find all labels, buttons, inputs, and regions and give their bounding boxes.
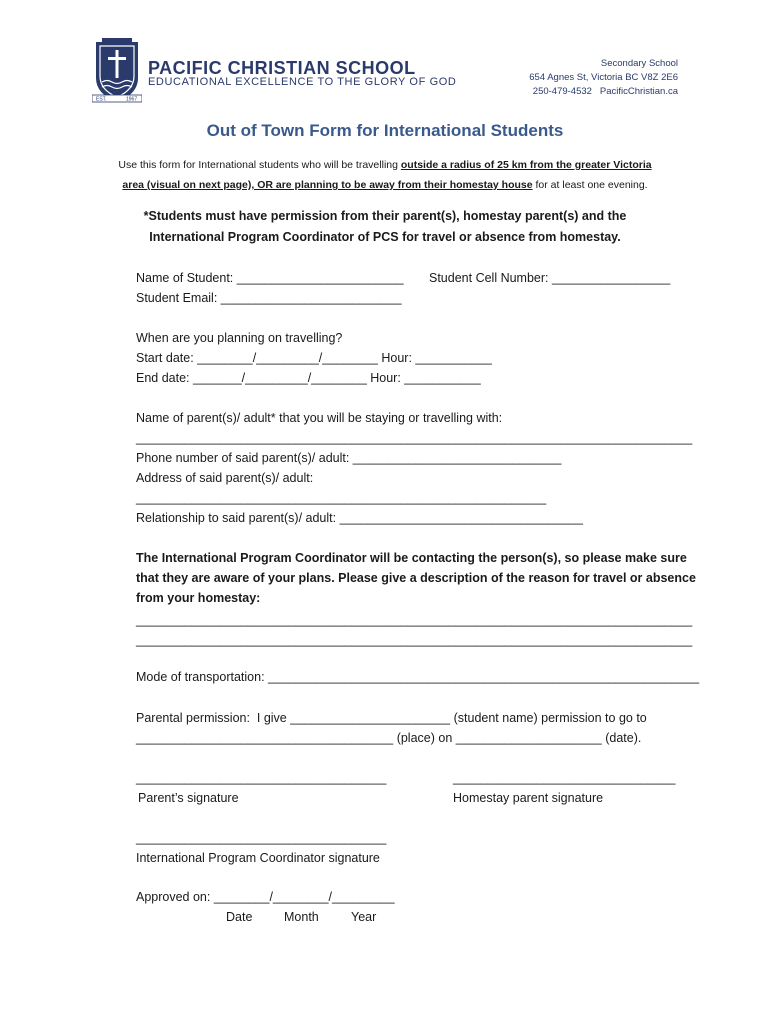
description-field-line-2[interactable]: ________________________________________________________________________________ [136, 633, 693, 647]
intro-radius-emphasis: outside a radius of 25 km from the greater Victoria [400, 159, 652, 171]
school-name: PACIFIC CHRISTIAN SCHOOL [148, 58, 416, 78]
approved-on-field[interactable]: Approved on: ________/________/_________ [136, 890, 395, 904]
permission-note-line-2: International Program Coordinator of PCS for travel or absence from homestay. [149, 230, 621, 244]
parent-address-field[interactable]: ___________________________________________________________ [136, 491, 547, 505]
transportation-field[interactable]: Mode of transportation: ______________________________________________________________ [136, 670, 700, 684]
address-line-1: Secondary School [600, 58, 678, 69]
end-date-field[interactable]: End date: _______/_________/________ Hour: ___________ [136, 371, 481, 385]
coordinator-note-line-3: from your homestay: [136, 591, 261, 605]
approval-date-label: Date [226, 910, 253, 924]
coordinator-signature-line[interactable]: ____________________________________ [136, 831, 387, 845]
address-line-2: 654 Agnes St, Victoria BC V8Z 2E6 [529, 72, 678, 83]
parental-permission-line-1[interactable]: Parental permission: I give _______________________ (student name) permission to go to [136, 711, 647, 725]
start-date-field[interactable]: Start date: ________/_________/________ Hour: ___________ [136, 351, 492, 365]
logo-est-text: EST. [96, 96, 107, 103]
intro-away-emphasis: area (visual on next page), OR are planning to be away from their homestay house [122, 179, 533, 191]
form-title: Out of Town Form for International Students [206, 121, 564, 140]
permission-note-line-1: *Students must have permission from their parent(s), homestay parent(s) and the [143, 209, 627, 223]
intro-text-end: for at least one evening. [532, 179, 648, 191]
parent-address-label: Address of said parent(s)/ adult: [136, 471, 314, 485]
relationship-field[interactable]: Relationship to said parent(s)/ adult: ___________________________________ [136, 511, 583, 525]
description-field-line-1[interactable]: ________________________________________________________________________________ [136, 613, 693, 627]
student-email-field[interactable]: Student Email: __________________________ [136, 291, 402, 305]
parent-name-label: Name of parent(s)/ adult* that you will be staying or travelling with: [136, 411, 503, 425]
approval-month-label: Month [284, 910, 319, 924]
coordinator-signature-label: International Program Coordinator signature [136, 851, 380, 865]
parental-permission-line-2[interactable]: _____________________________________ (place) on _____________________ (date). [136, 731, 642, 745]
travel-question: When are you planning on travelling? [136, 331, 343, 345]
school-crest-logo [92, 38, 142, 104]
student-name-field[interactable]: Name of Student: ________________________ [136, 271, 404, 285]
homestay-signature-label: Homestay parent signature [453, 791, 604, 805]
homestay-signature-line[interactable]: ________________________________ [453, 771, 676, 785]
approval-year-label: Year [351, 910, 377, 924]
coordinator-note-line-2: that they are aware of your plans. Please give a description of the reason for travel or absence [136, 571, 696, 585]
coordinator-note-line-1: The International Program Coordinator will be contacting the person(s), so please make sure [136, 551, 687, 565]
address-line-3: 250-479-4532 PacificChristian.ca [532, 86, 678, 97]
intro-line-2 [0, 179, 770, 191]
intro-line-1 [0, 159, 770, 171]
intro-text: Use this form for International students who will be travelling [118, 159, 401, 171]
parent-signature-label: Parent’s signature [138, 791, 239, 805]
logo-year-text: 1967 [126, 96, 138, 103]
parent-name-field[interactable]: ________________________________________________________________________________ [136, 431, 693, 445]
student-cell-field[interactable]: Student Cell Number: _________________ [429, 271, 671, 285]
parent-signature-line[interactable]: ____________________________________ [136, 771, 387, 785]
school-tagline: EDUCATIONAL EXCELLENCE TO THE GLORY OF GOD [148, 76, 457, 88]
parent-phone-field[interactable]: Phone number of said parent(s)/ adult: ______________________________ [136, 451, 562, 465]
